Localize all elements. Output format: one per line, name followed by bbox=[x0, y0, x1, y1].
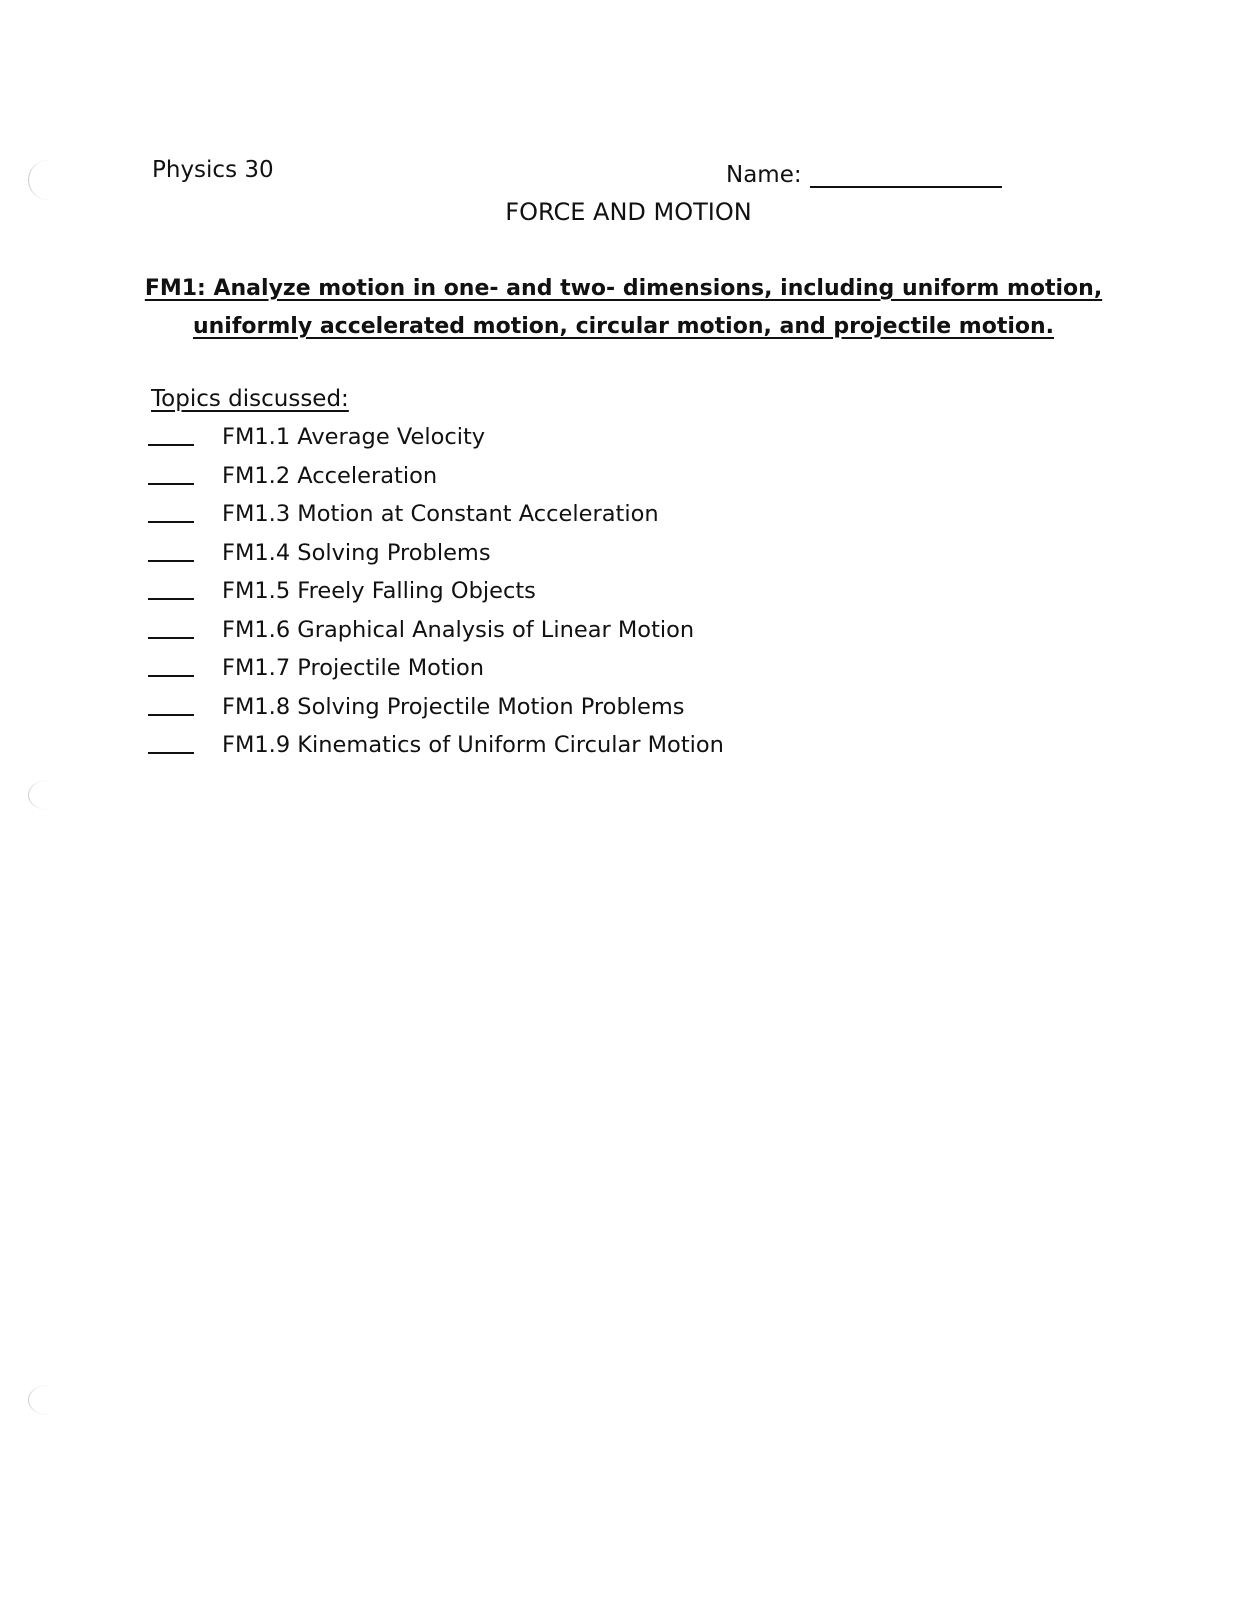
topic-label: FM1.2 Acceleration bbox=[222, 462, 438, 489]
checkoff-blank[interactable] bbox=[148, 483, 194, 485]
topic-label: FM1.3 Motion at Constant Acceleration bbox=[222, 501, 659, 527]
topic-item bbox=[148, 463, 437, 489]
name-label: Name: bbox=[726, 162, 802, 188]
checkoff-blank[interactable] bbox=[148, 598, 194, 600]
topic-item bbox=[148, 501, 659, 527]
objective-line-1: FM1: Analyze motion in one- and two- dimensions, including uniform motion, bbox=[144, 276, 1103, 301]
topic-label: FM1.1 Average Velocity bbox=[222, 424, 486, 450]
topic-item bbox=[148, 617, 694, 643]
punch-hole bbox=[28, 160, 69, 200]
topic-label: FM1.9 Kinematics of Uniform Circular Motion bbox=[222, 732, 724, 758]
name-field[interactable] bbox=[726, 162, 1002, 188]
topic-item bbox=[148, 655, 484, 681]
objective-line-2: uniformly accelerated motion, circular motion, and projectile motion. bbox=[192, 314, 1055, 339]
topic-label: FM1.7 Projectile Motion bbox=[222, 655, 485, 681]
checkoff-blank[interactable] bbox=[148, 752, 194, 754]
checkoff-blank[interactable] bbox=[148, 521, 194, 523]
punch-hole bbox=[28, 780, 69, 810]
name-blank-line[interactable] bbox=[810, 164, 1002, 188]
topic-item bbox=[148, 732, 724, 758]
checkoff-blank[interactable] bbox=[148, 637, 194, 639]
topic-label: FM1.8 Solving Projectile Motion Problems bbox=[222, 693, 685, 720]
topic-label: FM1.4 Solving Problems bbox=[222, 539, 491, 566]
topic-item bbox=[148, 694, 684, 720]
checkoff-blank[interactable] bbox=[148, 560, 194, 562]
checkoff-blank[interactable] bbox=[148, 444, 194, 446]
topic-label: FM1.6 Graphical Analysis of Linear Motion bbox=[222, 616, 695, 643]
punch-hole bbox=[28, 1385, 69, 1415]
checkoff-blank[interactable] bbox=[148, 675, 194, 677]
topic-item bbox=[148, 578, 536, 604]
checkoff-blank[interactable] bbox=[148, 714, 194, 716]
page-title: FORCE AND MOTION bbox=[505, 198, 752, 226]
topic-item bbox=[148, 540, 491, 566]
course-name: Physics 30 bbox=[152, 157, 274, 183]
topic-item bbox=[148, 424, 485, 450]
topics-heading: Topics discussed: bbox=[151, 386, 349, 412]
topic-label: FM1.5 Freely Falling Objects bbox=[222, 578, 536, 604]
